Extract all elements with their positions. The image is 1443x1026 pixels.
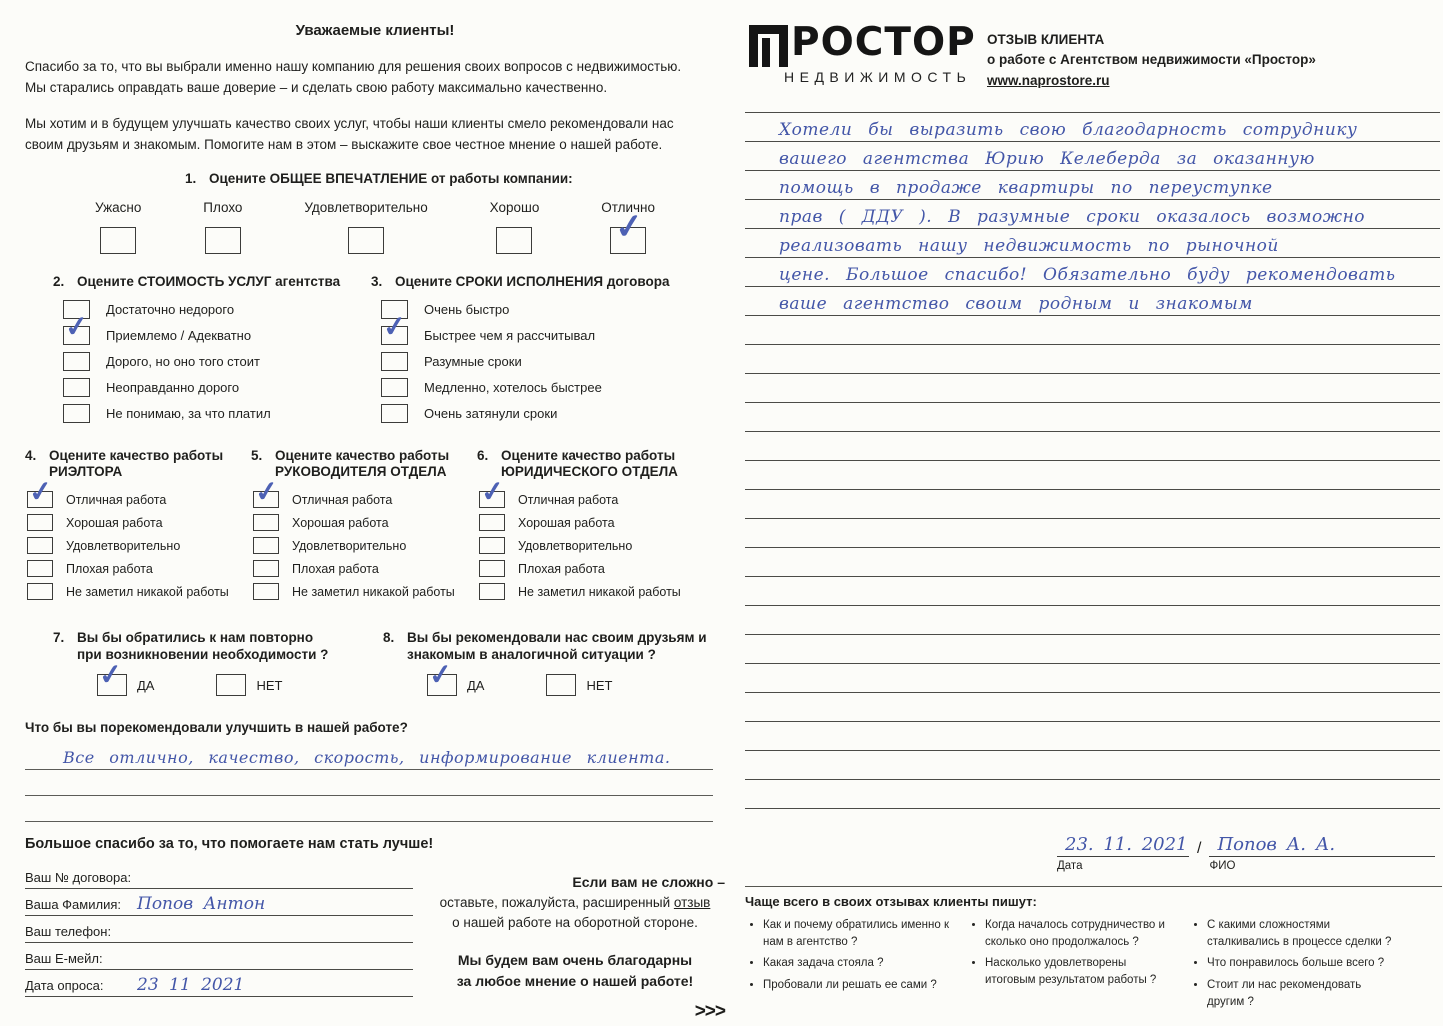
question-7 bbox=[53, 630, 383, 696]
question-8 bbox=[383, 630, 723, 696]
checkbox-yes bbox=[97, 674, 127, 696]
option-label: Быстрее чем я рассчитывал bbox=[424, 327, 596, 343]
rating-option bbox=[490, 200, 540, 254]
handwritten-review-text bbox=[745, 662, 779, 663]
review-line bbox=[745, 635, 1440, 664]
checkbox bbox=[27, 583, 53, 600]
answer-option bbox=[27, 583, 251, 600]
handwritten-review-text: реализовать нашу недвижимость по рыночной bbox=[779, 236, 1279, 256]
checkmark-icon bbox=[64, 311, 90, 341]
answer-option bbox=[27, 514, 251, 531]
question-label: Оцените СТОИМОСТЬ УСЛУГ агентства bbox=[77, 273, 341, 289]
option-label: Плохая работа bbox=[66, 561, 153, 576]
option-label: Достаточно недорого bbox=[106, 301, 235, 317]
checkbox bbox=[253, 537, 279, 554]
handwritten-review-text: прав ( ДДУ ). В разумные сроки оказалось возможно bbox=[779, 207, 1366, 227]
checkbox bbox=[63, 352, 90, 371]
checkmark-icon bbox=[98, 660, 124, 690]
answer-option bbox=[381, 404, 701, 423]
signature-date bbox=[1057, 830, 1189, 872]
footer-columns bbox=[745, 917, 1442, 1015]
name-label: ФИО bbox=[1209, 860, 1236, 872]
question-label: Оцените качество работы РУКОВОДИТЕЛЯ ОТДЕЛА bbox=[275, 447, 450, 480]
review-line bbox=[745, 432, 1440, 461]
answer-option bbox=[253, 514, 477, 531]
answer-option bbox=[381, 326, 701, 345]
option-label: Очень быстро bbox=[424, 301, 510, 317]
handwritten-review-text: цене. Большое спасибо! Обязательно буду рекомендовать bbox=[779, 265, 1396, 285]
answer-option bbox=[381, 352, 701, 371]
footer-column bbox=[967, 917, 1189, 1015]
handwritten-review-text bbox=[745, 778, 779, 779]
answer-option bbox=[479, 583, 703, 600]
answer-option bbox=[253, 560, 477, 577]
answer-option bbox=[63, 352, 371, 371]
handwritten-review-text bbox=[745, 604, 779, 605]
option-label: Ужасно bbox=[95, 199, 142, 215]
review-line bbox=[745, 693, 1440, 722]
rating-option bbox=[601, 200, 655, 254]
review-line bbox=[745, 113, 1440, 142]
question-number: 6. bbox=[477, 447, 489, 463]
checkbox-yes bbox=[427, 674, 457, 696]
review-line bbox=[745, 142, 1440, 171]
question-label: Оцените СРОКИ ИСПОЛНЕНИЯ договора bbox=[395, 273, 670, 289]
handwritten-name: Попов А. А. bbox=[1217, 834, 1336, 855]
option-label: ДА bbox=[137, 677, 155, 693]
field-survey-date bbox=[25, 970, 413, 997]
option-label: Отличная работа bbox=[518, 492, 619, 507]
field-value: Попов Антон bbox=[137, 894, 266, 915]
checkbox-no bbox=[216, 674, 246, 696]
footer-item: • Как и почему обратились именно к нам в агентство ? bbox=[763, 917, 957, 950]
footer-item: • Какая задача стояла ? bbox=[763, 955, 957, 972]
review-line bbox=[745, 751, 1440, 780]
date-label: Дата bbox=[1057, 860, 1083, 872]
checkbox bbox=[253, 514, 279, 531]
footer-item: • С какими сложностями сталкивались в процессе сделки ? bbox=[1207, 917, 1401, 950]
question-label: Оцените качество работы ЮРИДИЧЕСКОГО ОТДЕЛА bbox=[501, 447, 678, 480]
answer-option bbox=[27, 560, 251, 577]
header-subtitle: о работе с Агентством недвижимости «Простор» bbox=[987, 52, 1316, 68]
handwritten-review-text: помощь в продаже квартиры по переуступке bbox=[779, 178, 1273, 198]
answer-option bbox=[479, 491, 703, 508]
review-line bbox=[745, 664, 1440, 693]
checkbox bbox=[381, 378, 408, 397]
option-label: Хорошая работа bbox=[292, 515, 389, 530]
answer-line bbox=[25, 796, 713, 822]
question-label: Оцените качество работы РИЭЛТОРА bbox=[49, 447, 224, 480]
field-label: Дата опроса: bbox=[25, 978, 104, 994]
option-label: Удовлетворительно bbox=[292, 538, 407, 553]
checkbox bbox=[381, 404, 408, 423]
checkbox bbox=[27, 491, 53, 508]
option-label: Не заметил никакой работы bbox=[292, 584, 455, 599]
checkmark-icon bbox=[254, 477, 280, 507]
field-value: 23 11 2021 bbox=[137, 975, 245, 996]
review-line bbox=[745, 490, 1440, 519]
checkbox bbox=[253, 491, 279, 508]
question-2 bbox=[53, 274, 371, 430]
option-label: Приемлемо / Адекватно bbox=[106, 327, 252, 343]
handwritten-review-text bbox=[745, 111, 779, 112]
answer-option bbox=[253, 583, 477, 600]
header-url: www.naprostore.ru bbox=[987, 72, 1110, 88]
question-1 bbox=[25, 171, 725, 254]
option-label: Неоправданно дорого bbox=[106, 379, 240, 395]
signature-name bbox=[1209, 830, 1435, 872]
form-header bbox=[987, 30, 1316, 91]
field-label: Ваш № договора: bbox=[25, 870, 132, 886]
checkbox bbox=[205, 227, 241, 254]
footer-title: Чаще всего в своих отзывах клиенты пишут: bbox=[745, 894, 1037, 909]
answer-option bbox=[479, 537, 703, 554]
answer-option bbox=[253, 491, 477, 508]
checkmark-icon bbox=[382, 311, 408, 341]
option-label: Хорошая работа bbox=[518, 515, 615, 530]
checkbox-no bbox=[546, 674, 576, 696]
option-label: Очень затянули сроки bbox=[424, 405, 558, 421]
note-line: оставьте, пожалуйста, расширенный отзыв bbox=[439, 895, 711, 911]
checkbox bbox=[479, 514, 505, 531]
footer-column bbox=[1189, 917, 1411, 1015]
handwritten-review-text bbox=[745, 691, 779, 692]
question-number: 8. bbox=[383, 630, 395, 646]
question-6 bbox=[477, 448, 703, 607]
review-line bbox=[745, 84, 1440, 113]
answer-option bbox=[27, 537, 251, 554]
handwritten-review-text bbox=[745, 430, 779, 431]
checkbox bbox=[27, 514, 53, 531]
footer-item: • Пробовали ли решать ее сами ? bbox=[763, 977, 957, 994]
checkmark-icon bbox=[613, 208, 645, 245]
logo-subtitle: НЕДВИЖИМОСТЬ bbox=[784, 69, 972, 85]
question-3 bbox=[371, 274, 701, 430]
review-line bbox=[745, 345, 1440, 374]
checkbox bbox=[479, 537, 505, 554]
checkbox bbox=[348, 227, 384, 254]
checkbox bbox=[63, 404, 90, 423]
option-label: Плохая работа bbox=[518, 561, 605, 576]
checkbox bbox=[479, 583, 505, 600]
checkbox bbox=[27, 560, 53, 577]
option-label: Удовлетворительно bbox=[66, 538, 181, 553]
review-line bbox=[745, 780, 1440, 809]
review-line bbox=[745, 200, 1440, 229]
answer-option bbox=[63, 404, 371, 423]
option-label: Не заметил никакой работы bbox=[66, 584, 229, 599]
footer-item: • Стоит ли нас рекомендовать другим ? bbox=[1207, 977, 1401, 1010]
review-line bbox=[745, 171, 1440, 200]
checkbox bbox=[479, 491, 505, 508]
option-label: Разумные сроки bbox=[424, 353, 522, 369]
checkbox bbox=[496, 227, 532, 254]
question-4 bbox=[25, 448, 251, 607]
option-label: Плохая работа bbox=[292, 561, 379, 576]
logo-wordmark: РОСТОР bbox=[791, 20, 976, 65]
note-line: Если вам не сложно – bbox=[572, 874, 725, 891]
handwritten-review-text bbox=[745, 749, 779, 750]
handwritten-review-text: вашего агентства Юрию Келеберда за оказанную bbox=[779, 149, 1315, 169]
handwritten-review-text bbox=[745, 488, 779, 489]
option-label: Медленно, хотелось быстрее bbox=[424, 379, 602, 395]
checkbox bbox=[63, 378, 90, 397]
answer-option bbox=[381, 300, 701, 319]
reverse-side-note bbox=[425, 862, 725, 1026]
checkbox bbox=[27, 537, 53, 554]
answer-line bbox=[25, 735, 713, 770]
improve-section bbox=[25, 720, 713, 822]
answer-option bbox=[63, 378, 371, 397]
answer-option bbox=[479, 514, 703, 531]
rating-option bbox=[304, 200, 427, 254]
field-surname bbox=[25, 889, 413, 916]
option-label: Хорошая работа bbox=[66, 515, 163, 530]
signature-separator: / bbox=[1197, 840, 1202, 857]
handwritten-review-text bbox=[745, 372, 779, 373]
page-title: Уважаемые клиенты! bbox=[295, 22, 455, 39]
contact-fields bbox=[25, 862, 413, 1026]
checkmark-icon bbox=[428, 660, 454, 690]
checkbox bbox=[63, 326, 90, 345]
checkbox bbox=[610, 227, 646, 254]
review-page bbox=[745, 18, 1442, 1008]
review-line bbox=[745, 229, 1440, 258]
question-number: 2. bbox=[53, 273, 65, 289]
handwritten-review-text bbox=[745, 343, 779, 344]
option-label: Плохо bbox=[203, 199, 243, 215]
hints-footer bbox=[745, 894, 1442, 1015]
review-line bbox=[745, 519, 1440, 548]
checkbox bbox=[381, 326, 408, 345]
checkmark-icon bbox=[28, 477, 54, 507]
footer-item: • Когда началось сотрудничество и сколько оно продолжалось ? bbox=[985, 917, 1179, 950]
option-label: НЕТ bbox=[256, 677, 283, 693]
improve-question: Что бы вы порекомендовали улучшить в нашей работе? bbox=[25, 720, 408, 736]
field-label: Ваш Е-мейл: bbox=[25, 951, 103, 967]
footer-item: • Что понравилось больше всего ? bbox=[1207, 955, 1401, 972]
intro-paragraph: Мы хотим и в будущем улучшать качество своих услуг, чтобы наши клиенты смело рекомендовали нас своим друзьям и знакомым. Помогите нам в этом – выскажите свое честное мнение о нашей работе. bbox=[25, 115, 674, 152]
rating-option bbox=[203, 200, 242, 254]
option-label: Дорого, но оно того стоит bbox=[106, 353, 260, 369]
question-label: Вы бы обратились к нам повторно при возникновении необходимости ? bbox=[77, 630, 329, 663]
checkbox bbox=[253, 560, 279, 577]
question-5 bbox=[251, 448, 477, 607]
review-line bbox=[745, 258, 1440, 287]
checkbox bbox=[100, 227, 136, 254]
option-label: Не понимаю, за что платил bbox=[106, 405, 271, 421]
answer-option bbox=[479, 560, 703, 577]
field-contract-number bbox=[25, 862, 413, 889]
question-number: 5. bbox=[251, 447, 263, 463]
date-line bbox=[1057, 830, 1189, 857]
question-number: 4. bbox=[25, 447, 37, 463]
review-line bbox=[745, 403, 1440, 432]
option-label: Отличная работа bbox=[292, 492, 393, 507]
intro-paragraph: Спасибо за то, что вы выбрали именно нашу компанию для решения своих вопросов с недвижимостью. Мы старались оправдать ваше доверие – и сделать свою работу максимально качественно. bbox=[25, 59, 682, 95]
question-label: Вы бы рекомендовали нас своим друзьям и знакомым в аналогичной ситуации ? bbox=[407, 630, 707, 663]
checkbox bbox=[381, 352, 408, 371]
handwritten-answer: Все отлично, качество, скорость, информирование клиента. bbox=[63, 748, 671, 768]
review-line bbox=[745, 461, 1440, 490]
handwritten-date: 23. 11. 2021 bbox=[1065, 834, 1188, 855]
review-line bbox=[745, 374, 1440, 403]
checkbox bbox=[479, 560, 505, 577]
gratitude-text: Мы будем вам очень благодарны за любое мнение о нашей работе! bbox=[456, 951, 694, 989]
handwritten-review-text bbox=[745, 459, 779, 460]
question-number: 7. bbox=[53, 630, 65, 646]
arrows-glyph: >>> bbox=[694, 1000, 725, 1022]
option-label: Удовлетворительно bbox=[304, 199, 428, 215]
option-label: Отличная работа bbox=[66, 492, 167, 507]
footer-column bbox=[745, 917, 967, 1015]
answer-option bbox=[253, 537, 477, 554]
answer-option bbox=[63, 300, 371, 319]
survey-page bbox=[25, 18, 725, 1026]
option-label: Хорошо bbox=[489, 199, 540, 215]
handwritten-review-text: ваше агентство своим родным и знакомым bbox=[779, 294, 1253, 314]
header-title: ОТЗЫВ КЛИЕНТА bbox=[987, 32, 1105, 47]
review-line bbox=[745, 606, 1440, 635]
review-line bbox=[745, 722, 1440, 751]
thanks-line: Большое спасибо за то, что помогаете нам стать лучше! bbox=[25, 836, 434, 853]
answer-option bbox=[381, 378, 701, 397]
handwritten-review-text bbox=[745, 720, 779, 721]
handwritten-review-text: Хотели бы выразить свою благодарность сотруднику bbox=[779, 120, 1358, 140]
review-line bbox=[745, 287, 1440, 316]
checkmark-icon bbox=[480, 477, 506, 507]
answer-option bbox=[63, 326, 371, 345]
handwritten-review-text bbox=[745, 633, 779, 634]
handwritten-review-text bbox=[745, 575, 779, 576]
door-icon bbox=[748, 23, 789, 67]
answer-option bbox=[27, 491, 251, 508]
option-label: Удовлетворительно bbox=[518, 538, 633, 553]
review-line bbox=[745, 577, 1440, 606]
footer-divider bbox=[745, 886, 1442, 887]
option-label: НЕТ bbox=[586, 677, 613, 693]
question-number: 3. bbox=[371, 273, 383, 289]
footer-item: • Насколько удовлетворены итоговым результатом работы ? bbox=[985, 955, 1179, 988]
prostor-logo bbox=[748, 20, 976, 85]
field-label: Ваш телефон: bbox=[25, 924, 112, 940]
question-number: 1. bbox=[185, 170, 197, 186]
handwritten-review-text bbox=[745, 807, 779, 808]
name-line bbox=[1209, 830, 1435, 857]
rating-option bbox=[95, 200, 141, 254]
signature-block bbox=[1057, 830, 1435, 872]
option-label: Отлично bbox=[601, 199, 655, 215]
option-label: Не заметил никакой работы bbox=[518, 584, 681, 599]
field-phone bbox=[25, 916, 413, 943]
review-line bbox=[745, 316, 1440, 345]
handwritten-review-text bbox=[745, 517, 779, 518]
answer-line bbox=[25, 770, 713, 796]
question-label: Оцените ОБЩЕЕ ВПЕЧАТЛЕНИЕ от работы компании: bbox=[209, 170, 573, 186]
note-line: о нашей работе на оборотной стороне. bbox=[452, 915, 698, 931]
checkbox bbox=[253, 583, 279, 600]
field-email bbox=[25, 943, 413, 970]
review-line bbox=[745, 548, 1440, 577]
handwritten-review-text bbox=[745, 401, 779, 402]
field-label: Ваша Фамилия: bbox=[25, 897, 121, 913]
option-label: ДА bbox=[467, 677, 485, 693]
handwritten-review-text bbox=[745, 546, 779, 547]
review-lines bbox=[745, 84, 1440, 809]
